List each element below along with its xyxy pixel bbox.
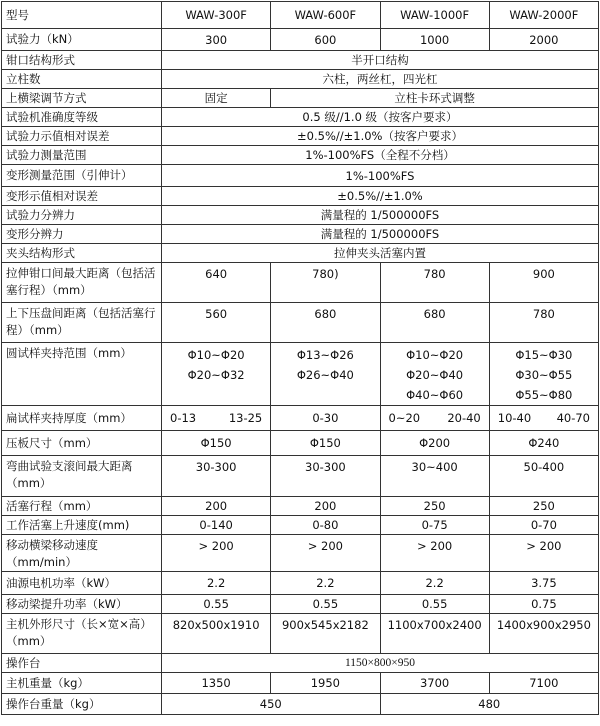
row-compress-space (2, 303, 599, 343)
row-piston-stroke (2, 497, 599, 516)
cell-value: 640 (162, 263, 271, 303)
cell-part: 20-40 (447, 411, 481, 425)
cell-value: 0.55 (380, 595, 489, 614)
cell-value: 680 (271, 303, 380, 343)
cell-value (271, 343, 380, 406)
row-round-range (2, 343, 599, 406)
row-label: 油源电机功率（kW） (2, 572, 162, 595)
cell-value (162, 343, 271, 406)
cell-value: 2.2 (271, 572, 380, 595)
cell-value: > 200 (380, 535, 489, 572)
cell-line: Φ10~Φ20 (406, 348, 464, 362)
cell-value: 0.75 (489, 595, 598, 614)
cell-value: 0.55 (162, 595, 271, 614)
row-label: 工作活塞上升速度(mm) (2, 516, 162, 535)
cell-value: 2000 (489, 29, 598, 51)
row-label: 上横梁调节方式 (2, 89, 162, 108)
cell-value: 1%-100%FS（全程不分档） (162, 146, 599, 165)
cell-value: 680 (380, 303, 489, 343)
header-label: 型号 (2, 2, 162, 29)
row-label: 主机外形尺寸（长×宽×高）（mm） (2, 614, 162, 654)
cell-value: 600 (271, 29, 380, 51)
row-force (2, 29, 599, 51)
cell-value: > 200 (271, 535, 380, 572)
cell-value: 0-75 (380, 516, 489, 535)
cell-value: 0.55 (271, 595, 380, 614)
cell-value: 满量程的 1/500000FS (162, 225, 599, 244)
row-clamp-structure (2, 244, 599, 263)
row-label: 压板尺寸（mm） (2, 431, 162, 456)
cell-part: 40-70 (556, 411, 590, 425)
cell-value: 1000 (380, 29, 489, 51)
row-label: 上下压盘间距离（包括活塞行程）（mm） (2, 303, 162, 343)
cell-value: 780 (489, 303, 598, 343)
row-label: 试验机准确度等级 (2, 108, 162, 127)
cell-value: 1%-100%FS (162, 165, 599, 187)
cell-value: 450 (162, 694, 381, 715)
spec-table (1, 1, 599, 715)
cell-part: 0-13 (170, 411, 197, 425)
cell-line: Φ13~Φ26 (296, 348, 354, 362)
row-deform-resolution (2, 225, 599, 244)
cell-value: 0-140 (162, 516, 271, 535)
cell-part: 13-25 (228, 411, 263, 425)
cell-value: 250 (380, 497, 489, 516)
cell-part: 0~20 (388, 411, 421, 425)
cell-value: 300 (162, 29, 271, 51)
cell-value: Φ150 (271, 431, 380, 456)
row-jaw-structure (2, 51, 599, 70)
cell-value (162, 406, 271, 431)
row-crossbeam (2, 89, 599, 108)
model-waw-300f: WAW-300F (162, 2, 271, 29)
cell-value (380, 406, 489, 431)
cell-value: 立柱卡环式调整 (271, 89, 599, 108)
cell-value: 820x500x1910 (162, 614, 271, 654)
cell-value: Φ150 (162, 431, 271, 456)
cell-value: 满量程的 1/500000FS (162, 206, 599, 225)
cell-value: 50-400 (489, 456, 598, 497)
row-label: 活塞行程（mm） (2, 497, 162, 516)
row-label: 扁试样夹持厚度（mm） (2, 406, 162, 431)
row-beam-speed (2, 535, 599, 572)
row-deform-error (2, 187, 599, 206)
cell-value: 0-70 (489, 516, 598, 535)
cell-value: 六柱，两丝杠，四光杠 (162, 70, 599, 89)
cell-value: > 200 (162, 535, 271, 572)
cell-value: ±0.5%//±1.0% (162, 187, 599, 206)
row-console-weight (2, 694, 599, 715)
cell-value: 2.2 (380, 572, 489, 595)
row-deform-range (2, 165, 599, 187)
header-row (2, 2, 599, 29)
cell-value (380, 343, 489, 406)
row-label: 变形分辨力 (2, 225, 162, 244)
cell-line: Φ10~Φ20 (187, 348, 245, 362)
row-label: 主机重量（kg） (2, 673, 162, 694)
cell-value: 200 (271, 497, 380, 516)
row-label: 拉伸钳口间最大距离（包括活塞行程）（mm） (2, 263, 162, 303)
row-label: 试验力示值相对误差 (2, 127, 162, 146)
cell-value: 30~400 (380, 456, 489, 497)
model-waw-2000f: WAW-2000F (489, 2, 598, 29)
cell-value (489, 343, 598, 406)
cell-value: 0.5 级//1.0 级（按客户要求） (162, 108, 599, 127)
cell-value: 480 (380, 694, 599, 715)
row-dimensions (2, 614, 599, 654)
cell-value: 3700 (380, 673, 489, 694)
cell-value: 900x545x2182 (271, 614, 380, 654)
cell-value: 1150×800×950 (162, 654, 599, 673)
row-label: 试验力测量范围 (2, 146, 162, 165)
cell-value: 0-30 (271, 406, 380, 431)
cell-value: 2.2 (162, 572, 271, 595)
model-waw-600f: WAW-600F (271, 2, 380, 29)
row-force-range (2, 146, 599, 165)
row-label: 移动横梁移动速度（mm/min） (2, 535, 162, 572)
row-label: 立柱数 (2, 70, 162, 89)
row-force-error (2, 127, 599, 146)
cell-value: 1100x700x2400 (380, 614, 489, 654)
cell-value (489, 406, 598, 431)
cell-line: Φ40~Φ60 (406, 388, 464, 402)
row-console (2, 654, 599, 673)
cell-value: 250 (489, 497, 598, 516)
row-accuracy (2, 108, 599, 127)
row-label: 试验力（kN） (2, 29, 162, 51)
row-label: 钳口结构形式 (2, 51, 162, 70)
cell-value: > 200 (489, 535, 598, 572)
row-tensile-space (2, 263, 599, 303)
cell-line: Φ55~Φ80 (515, 388, 573, 402)
cell-value: Φ240 (489, 431, 598, 456)
cell-value: 780 (380, 263, 489, 303)
cell-value: 0-80 (271, 516, 380, 535)
cell-value: 3.75 (489, 572, 598, 595)
cell-value: Φ200 (380, 431, 489, 456)
row-motor-power (2, 572, 599, 595)
cell-line: Φ20~Φ32 (187, 368, 245, 382)
row-label: 操作台重量（kg） (2, 694, 162, 715)
row-columns (2, 70, 599, 89)
cell-value: 拉伸夹头活塞内置 (162, 244, 599, 263)
cell-value: 1400x900x2950 (489, 614, 598, 654)
row-label: 圆试样夹持范围（mm） (2, 343, 162, 406)
row-label: 弯曲试验支滚间最大距离（mm） (2, 456, 162, 497)
cell-part: 10-40 (497, 411, 532, 425)
cell-value: 固定 (162, 89, 271, 108)
row-lift-power (2, 595, 599, 614)
cell-line: Φ20~Φ40 (406, 368, 464, 382)
row-platen (2, 431, 599, 456)
cell-value: 30-300 (271, 456, 380, 497)
cell-value: 900 (489, 263, 598, 303)
cell-value: 1950 (271, 673, 380, 694)
cell-value: 200 (162, 497, 271, 516)
row-label: 试验力分辨力 (2, 206, 162, 225)
cell-value: 1350 (162, 673, 271, 694)
cell-value: 30-300 (162, 456, 271, 497)
cell-value: 560 (162, 303, 271, 343)
model-waw-1000f: WAW-1000F (380, 2, 489, 29)
row-label: 变形示值相对误差 (2, 187, 162, 206)
cell-line: Φ26~Φ40 (296, 368, 354, 382)
cell-value: 7100 (489, 673, 598, 694)
row-label: 移动梁提升功率（kW） (2, 595, 162, 614)
cell-line: Φ30~Φ55 (515, 368, 573, 382)
row-label: 操作台 (2, 654, 162, 673)
cell-line: Φ15~Φ30 (515, 348, 573, 362)
row-force-resolution (2, 206, 599, 225)
row-flat-thickness (2, 406, 599, 431)
cell-value: ±0.5%//±1.0%（按客户要求） (162, 127, 599, 146)
row-bend-span (2, 456, 599, 497)
row-label: 夹头结构形式 (2, 244, 162, 263)
cell-value: 780) (271, 263, 380, 303)
cell-value: 半开口结构 (162, 51, 599, 70)
row-main-weight (2, 673, 599, 694)
row-piston-speed (2, 516, 599, 535)
row-label: 变形测量范围（引伸计） (2, 165, 162, 187)
